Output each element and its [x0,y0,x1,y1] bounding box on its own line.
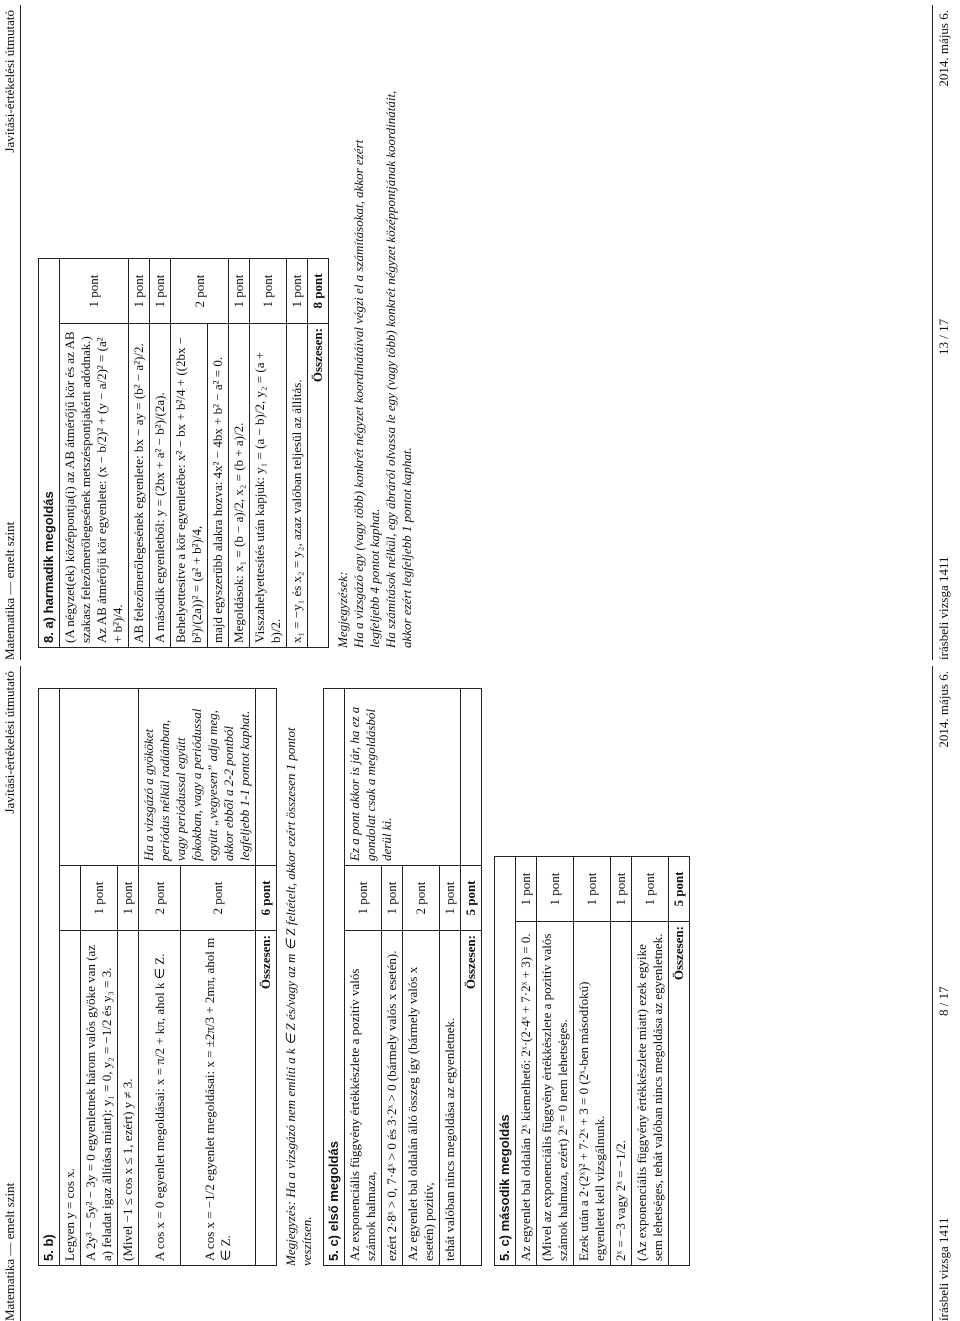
section-5c1-table [323,688,482,1266]
total-row [256,689,277,1266]
table-row [632,857,669,1266]
total-row [308,259,329,648]
page-header [2,671,18,1321]
empty-cell [256,689,277,866]
footer-left: írásbeli vizsga 1411 [936,1217,951,1321]
section-8a-table [38,258,329,648]
row-points: 1 pont [440,866,461,931]
header-right: Javítási-értékelési útmutató [2,10,17,153]
page-header [2,10,18,660]
row-points: 2 pont [139,866,181,931]
page-footer [936,10,952,660]
row-text: (A négyzet(ek) középpontja(i) az AB átmérőjű kör és az AB szakasz felezőmerőlegesének metszéspontjaként adódnak.) Az AB átmérőjű kör egyenlete: (x − b/2)² + (y − a/2)² = (a² + b²)/4. [60,324,129,648]
total-label: Összesen: [669,922,690,1266]
row-text: (Mivel az exponenciális függvény értékkészlete a pozitív valós számok halmaza, ezért) 2ˣ = 0 nem lehetséges. [537,922,574,1266]
row-text: Az exponenciális függvény értékkészlete a pozitív valós számok halmaza, [345,931,382,1266]
page-13 [0,0,960,660]
row-text: (Az exponenciális függvény értékkészlete miatt) ezek egyike sem lehetséges, tehát valóban nincs megoldása az egyenletnek. [632,922,669,1266]
row-points: 1 pont [574,857,611,922]
page-number: 13 / 17 [936,318,951,355]
header-rule [20,5,21,660]
section-title: 8. a) harmadik megoldás [39,259,60,648]
row-points: 1 pont [516,857,537,922]
row-text: A 2y³ − 5y² − 3y = 0 egyenletnek három valós gyöke van (az a) feladat igaz állítása miatt): y₁ = 0, y₂ = −1/2 és y₃ = 3. [81,931,118,1266]
row-text: Az egyenlet bal oldalán álló összeg így (bármely valós x esetén) pozitív, [403,931,440,1266]
row-points: 1 pont [611,857,632,922]
row-text: majd egyszerűbb alakra hozva: 4x² − 4bx + b² − a² = 0. [208,324,229,648]
row-text: Behelyettesítve a kör egyenletébe: x² − bx + b²/4 + ((2bx − b²)/(2a))² = (a² + b²)/4, [171,324,208,648]
footer-rule [932,5,933,660]
total-label: Összesen: [461,931,482,1266]
row-points: 1 pont [229,259,250,324]
row-points: 1 pont [632,857,669,922]
row-points: 2 pont [171,259,229,324]
table-row [150,259,171,648]
table-row [229,259,250,648]
row-text: A második egyenletből: y = (2bx + a² − b²)/(2a). [150,324,171,648]
section-title: 5. b) [39,689,60,1266]
page-footer [936,671,952,1321]
remarks-title: Megjegyzések: [335,571,350,648]
section-title: 5. c) második megoldás [495,857,516,1266]
table-row [287,259,308,648]
table-row [345,689,382,1266]
row-text: A cos x = 0 egyenlet megoldásai: x = π/2 + kπ, ahol k ∈ Z. [139,931,181,1266]
row-points [60,866,81,931]
row-text: x₁ = −y₁ és x₂ = y₂, azaz valóban teljesül az állítás. [287,324,308,648]
row-text: 2ˣ = −3 vagy 2ˣ = −1/2. [611,922,632,1266]
total-points: 5 pont [669,857,690,922]
total-label: Összesen: [256,931,277,1266]
header-rule [20,666,21,1321]
row-note [60,689,139,866]
page-8-content [38,688,690,1266]
row-points: 1 pont [287,259,308,324]
table-row [139,689,181,1266]
total-label: Összesen: [308,324,329,648]
row-points: 2 pont [181,866,256,931]
total-points: 8 pont [308,259,329,324]
total-row [669,857,690,1266]
row-text: Ezek után a 2·(2ˣ)² + 7·2ˣ + 3 = 0 (2ˣ-ben másodfokú) egyenletet kell vizsgálnunk. [574,922,611,1266]
row-text: ezért 2·8ˣ > 0, 7·4ˣ > 0 és 3·2ˣ > 0 (bármely valós x esetén). [382,931,403,1266]
table-row [60,689,81,1266]
remark-line: Ha számítások nélkül, egy ábráról olvassa le egy (vagy több) konkrét négyzet középpontjának koordinátáit, akkor ezért legfeljebb 1 pontot kaphat. [383,90,414,648]
row-text: tehát valóban nincs megoldása az egyenletnek. [440,931,461,1266]
table-row [537,857,574,1266]
row-points: 2 pont [403,866,440,931]
row-text: AB felezőmerőlegesének egyenlete: bx − ay = (b² − a²)/2. [129,324,150,648]
table-row [171,259,208,648]
table-row [60,259,129,648]
table-row [574,857,611,1266]
remark-line: Ha a vizsgázó egy (vagy több) konkrét négyzet koordinátáival végzi el a számításokat, akkor ezért legfeljebb 4 pontot kaphat. [351,139,382,648]
remarks-block [335,88,415,648]
empty-cell [461,689,482,866]
page-13-content [38,90,423,648]
row-note: Ha a vizsgázó a gyököket periódus nélkül radiánban, vagy periódussal együtt fokokban, vagy a periódussal együtt „vegyesen” adja meg, akkor ebből a 2-2 pontból legfeljebb 1-1 pontot kaphat. [139,689,256,866]
row-points: 1 pont [60,259,129,324]
page-8 [0,661,960,1321]
remark-5b: Megjegyzés: Ha a vizsgázó nem említi a k ∈ Z és/vagy az m ∈ Z feltételt, akkor ezért összesen 1 pontot veszítsen. [283,727,314,1266]
header-left: Matematika — emelt szint [2,1182,17,1321]
footer-left: írásbeli vizsga 1411 [936,556,951,660]
row-points: 1 pont [345,866,382,931]
total-points: 5 pont [461,866,482,931]
total-points: 6 pont [256,866,277,931]
section-5c2-table [494,856,690,1266]
row-points: 1 pont [150,259,171,324]
table-row [129,259,150,648]
row-text: Visszahelyettesítés után kapjuk: y₁ = (a − b)/2, y₂ = (a + b)/2. [250,324,287,648]
row-points: 1 pont [382,866,403,931]
section-title: 5. c) első megoldás [324,689,345,1266]
row-points: 1 pont [81,866,118,931]
row-text: Az egyenlet bal oldalán 2ˣ kiemelhető: 2ˣ·(2·4ˣ + 7·2ˣ + 3) = 0. [516,922,537,1266]
footer-rule [932,666,933,1321]
row-points: 1 pont [118,866,139,931]
page-number: 8 / 17 [936,986,951,1016]
row-text: Megoldások: x₁ = (b − a)/2, x₂ = (b + a)/2. [229,324,250,648]
row-text: (Mivel −1 ≤ cos x ≤ 1, ezért) y ≠ 3. [118,931,139,1266]
total-row [461,689,482,1266]
table-row [611,857,632,1266]
row-points: 1 pont [129,259,150,324]
footer-date: 2014. május 6. [936,10,951,87]
row-note: Ez a pont akkor is jár, ha ez a gondolat csak a megoldásból derül ki. [345,689,461,866]
table-row [516,857,537,1266]
row-points: 1 pont [537,857,574,922]
table-row [250,259,287,648]
row-text: Legyen y = cos x. [60,931,81,1266]
header-left: Matematika — emelt szint [2,521,17,660]
footer-date: 2014. május 6. [936,671,951,748]
row-text: A cos x = −1/2 egyenlet megoldásai: x = ±2π/3 + 2mπ, ahol m ∈ Z. [181,931,256,1266]
section-5b-table [38,688,277,1266]
row-points: 1 pont [250,259,287,324]
header-right: Javítási-értékelési útmutató [2,671,17,814]
